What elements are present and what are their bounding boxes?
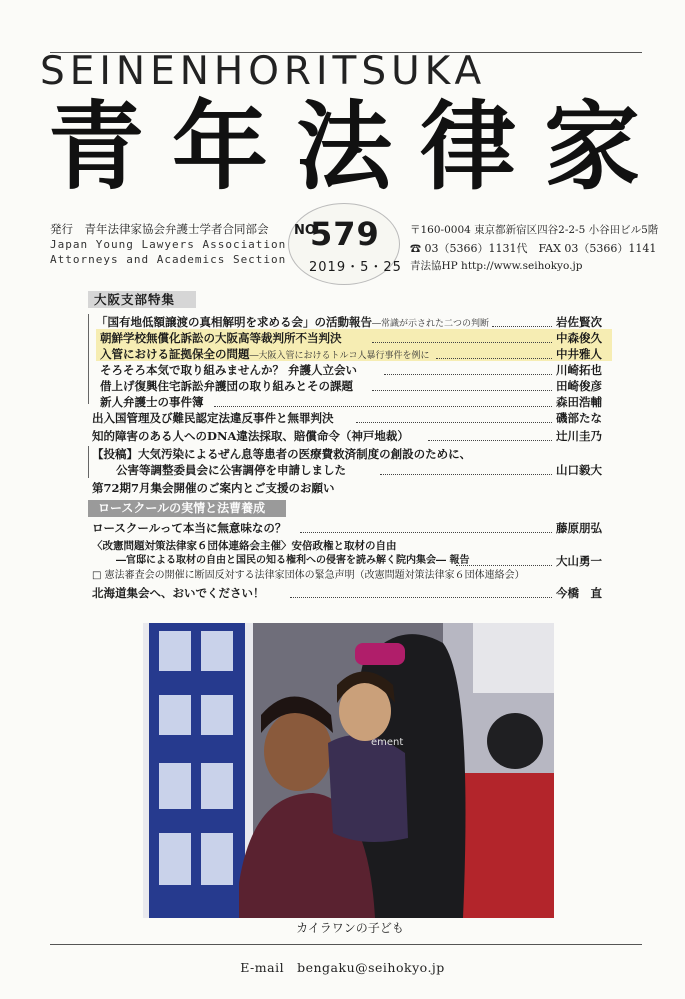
footer-email[interactable]: E-mail bengaku@seihokyo.jp: [240, 960, 445, 975]
toc-item[interactable]: 新人弁護士の事件簿: [100, 395, 204, 409]
publisher-english-1: Japan Young Lawyers Association: [50, 238, 287, 251]
toc-leader: [372, 390, 552, 391]
toc-item[interactable]: 出入国管理及び難民認定法違反事件と無罪判決: [92, 411, 334, 425]
toc-leader: [456, 565, 552, 566]
photo-shirt-text: ement: [371, 737, 404, 748]
contact-address: 〒160-0004 東京都新宿区四谷2-2-5 小谷田ビル5階: [410, 224, 659, 236]
toc-item[interactable]: 〈改憲問題対策法律家６団体連絡会主催〉安倍政権と取材の自由: [92, 540, 397, 552]
submission-bracket: [88, 446, 89, 478]
toc-leader: [428, 440, 552, 441]
publisher-english-2: Attorneys and Academics Section: [50, 253, 287, 266]
masthead-title: 青年法律家: [48, 91, 668, 203]
toc-item[interactable]: そろそろ本気で取り組みませんか？ 弁護人立会い: [100, 363, 358, 377]
contact-homepage[interactable]: 青法協HP http://www.seihokyo.jp: [410, 260, 583, 272]
cover-photo: [143, 623, 554, 918]
toc-author: 山口毅大: [556, 463, 602, 477]
toc-item[interactable]: 【投稿】大気汚染によるぜん息等患者の医療費救済制度の創設のために、: [92, 447, 472, 461]
toc-leader: [356, 422, 552, 423]
feature-bracket: [88, 314, 89, 404]
section-label: ロースクールの実情と法曹養成: [98, 501, 266, 515]
toc-item[interactable]: 入管における証拠保全の問題―大阪入管におけるトルコ人暴行事件を例に: [100, 347, 430, 361]
toc-author: 今橋 直: [556, 586, 602, 600]
publisher-line: 発行 青年法律家協会弁護士学者合同部会: [50, 222, 269, 236]
toc-item[interactable]: 知的障害のある人へのDNA違法採取、賠償命令（神戸地裁）: [92, 429, 409, 443]
toc-leader: [380, 474, 552, 475]
toc-leader: [290, 597, 552, 598]
toc-author: 磯部たな: [556, 411, 602, 425]
toc-item[interactable]: 公害等調整委員会に公害調停を申請しました: [116, 463, 346, 477]
feature-label: 大阪支部特集: [94, 292, 176, 307]
toc-author: 中井雅人: [556, 347, 602, 361]
toc-author: 辻川圭乃: [556, 429, 602, 443]
issue-number: 579: [310, 215, 380, 253]
toc-item[interactable]: 第72期7月集会開催のご案内とご支援のお願い: [92, 481, 335, 495]
toc-author: 大山勇一: [556, 554, 602, 568]
cover-photo-art: [143, 623, 554, 918]
toc-leader: [492, 326, 552, 327]
toc-item[interactable]: 朝鮮学校無償化訴訟の大阪高等裁判所不当判決: [100, 331, 342, 345]
toc-item[interactable]: □ 憲法審査会の開催に断固反対する法律家団体の緊急声明（改憲問題対策法律家６団体連絡会）: [92, 570, 525, 581]
photo-caption: カイラワンの子ども: [296, 921, 404, 935]
toc-leader: [372, 342, 552, 343]
toc-author: 岩佐賢次: [556, 315, 602, 329]
toc-author: 田崎俊彦: [556, 379, 602, 393]
toc-item[interactable]: 借上げ復興住宅訴訟弁護団の取り組みとその課題: [100, 379, 353, 393]
toc-author: 藤原朋弘: [556, 521, 602, 535]
toc-author: 中森俊久: [556, 331, 602, 345]
toc-leader: [300, 532, 552, 533]
toc-leader: [436, 358, 552, 359]
issue-no-label: NO: [294, 223, 316, 238]
toc-author: 川崎拓也: [556, 363, 602, 377]
toc-item[interactable]: ロースクールって本当に無意味なの？: [92, 521, 287, 535]
contact-phone: ☎ 03（5366）1131代 FAX 03（5366）1141: [410, 242, 657, 255]
masthead-romaji: SEINENHORITSUKA: [40, 49, 487, 94]
bottom-rule: [50, 944, 642, 945]
toc-author: 森田浩輔: [556, 395, 602, 409]
toc-item[interactable]: ―官邸による取材の自由と国民の知る権利への侵害を読み解く院内集会― 報告: [116, 555, 470, 566]
issue-date: 2019・5・25: [309, 260, 402, 275]
toc-leader: [384, 374, 552, 375]
toc-item[interactable]: 「国有地低額譲渡の真相解明を求める会」の活動報告―常識が示された二つの判断: [96, 315, 490, 329]
toc-leader: [214, 406, 552, 407]
toc-item[interactable]: 北海道集会へ、おいでください！: [92, 586, 265, 600]
